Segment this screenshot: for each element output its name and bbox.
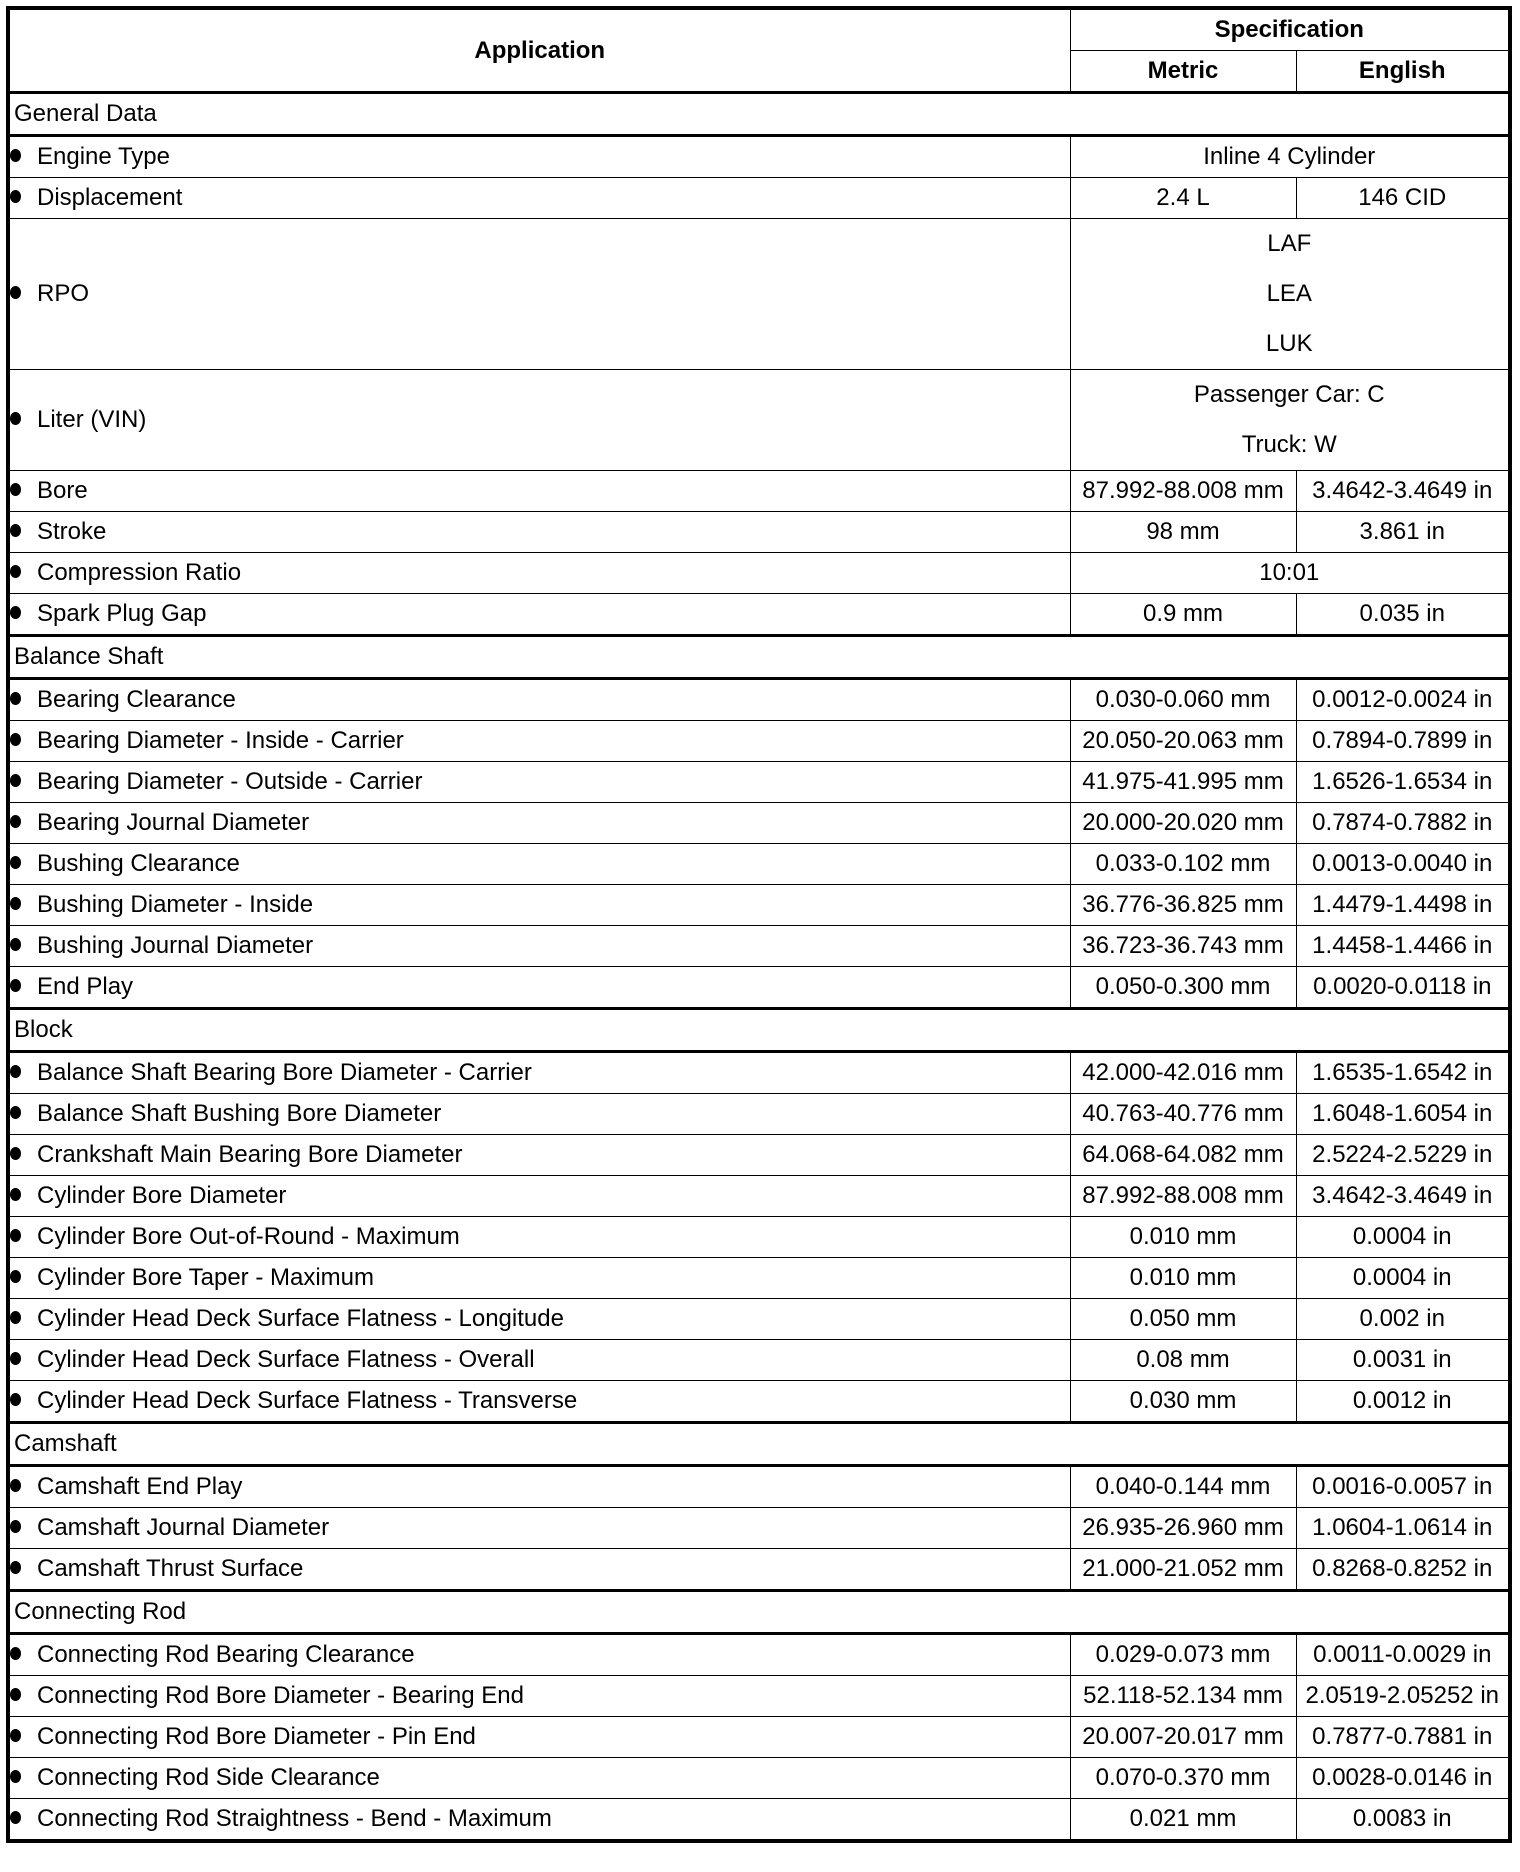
bullet-icon [10, 1647, 21, 1660]
english-value: 0.7894-0.7899 in [1296, 721, 1510, 762]
row-value: Inline 4 Cylinder [1070, 136, 1510, 178]
table-row [8, 803, 1510, 844]
bullet-icon [10, 190, 21, 203]
bullet-icon [10, 856, 21, 869]
metric-value: 0.9 mm [1070, 594, 1296, 636]
section-camshaft [8, 1423, 1510, 1466]
row-label: Bushing Diameter - Inside [37, 891, 314, 918]
english-value: 0.035 in [1296, 594, 1510, 636]
metric-value: 26.935-26.960 mm [1070, 1508, 1296, 1549]
rpo-values [1070, 219, 1510, 370]
section-title: Balance Shaft [8, 636, 1510, 679]
metric-value: 52.118-52.134 mm [1070, 1676, 1296, 1717]
english-value: 1.6526-1.6534 in [1296, 762, 1510, 803]
metric-value: 0.08 mm [1070, 1340, 1296, 1381]
row-label: Connecting Rod Straightness - Bend - Maximum [37, 1805, 552, 1832]
english-value: 1.4458-1.4466 in [1296, 926, 1510, 967]
bullet-icon [10, 1729, 21, 1742]
bullet-icon [10, 1270, 21, 1283]
bullet-icon [10, 692, 21, 705]
row-label: Cylinder Bore Out-of-Round - Maximum [37, 1223, 460, 1250]
row-label: Crankshaft Main Bearing Bore Diameter [37, 1141, 463, 1168]
bullet-icon [10, 1147, 21, 1160]
bullet-icon [10, 606, 21, 619]
english-value: 0.0012-0.0024 in [1296, 679, 1510, 721]
english-value: 146 CID [1296, 178, 1510, 219]
table-row [8, 1340, 1510, 1381]
row-label: Bearing Journal Diameter [37, 809, 310, 836]
english-value: 0.7877-0.7881 in [1296, 1717, 1510, 1758]
metric-value: 87.992-88.008 mm [1070, 1176, 1296, 1217]
metric-value: 0.033-0.102 mm [1070, 844, 1296, 885]
table-row [8, 1508, 1510, 1549]
bullet-icon [10, 815, 21, 828]
table-row [8, 1466, 1510, 1508]
english-value: 0.0031 in [1296, 1340, 1510, 1381]
english-value: 1.4479-1.4498 in [1296, 885, 1510, 926]
english-value: 3.861 in [1296, 512, 1510, 553]
bullet-icon [10, 1188, 21, 1201]
section-block [8, 1009, 1510, 1052]
row-label: Bearing Diameter - Outside - Carrier [37, 768, 423, 795]
table-row [8, 1217, 1510, 1258]
metric-value: 0.050 mm [1070, 1299, 1296, 1340]
english-value: 1.6048-1.6054 in [1296, 1094, 1510, 1135]
table-row [8, 1258, 1510, 1299]
row-label: Connecting Rod Bore Diameter - Bearing End [37, 1682, 524, 1709]
english-value: 0.0016-0.0057 in [1296, 1466, 1510, 1508]
metric-value: 36.776-36.825 mm [1070, 885, 1296, 926]
metric-value: 0.010 mm [1070, 1217, 1296, 1258]
metric-value: 0.040-0.144 mm [1070, 1466, 1296, 1508]
row-label: Bushing Journal Diameter [37, 932, 314, 959]
bullet-icon [10, 565, 21, 578]
metric-value: 20.007-20.017 mm [1070, 1717, 1296, 1758]
metric-value: 21.000-21.052 mm [1070, 1549, 1296, 1591]
table-row [8, 926, 1510, 967]
english-value: 2.0519-2.05252 in [1296, 1676, 1510, 1717]
bullet-icon [10, 1229, 21, 1242]
bullet-icon [10, 1520, 21, 1533]
bullet-icon [10, 979, 21, 992]
english-value: 0.7874-0.7882 in [1296, 803, 1510, 844]
bullet-icon [10, 483, 21, 496]
row-label: Camshaft Thrust Surface [37, 1555, 304, 1582]
row-label: Displacement [37, 184, 183, 211]
bullet-icon [10, 1065, 21, 1078]
row-label: Balance Shaft Bearing Bore Diameter - Carrier [37, 1059, 532, 1086]
metric-value: 0.070-0.370 mm [1070, 1758, 1296, 1799]
english-header: English [1296, 51, 1510, 93]
english-value: 0.0083 in [1296, 1799, 1510, 1842]
vin-value: Passenger Car: C [1193, 381, 1385, 408]
metric-value: 87.992-88.008 mm [1070, 471, 1296, 512]
metric-value: 0.010 mm [1070, 1258, 1296, 1299]
english-value: 1.0604-1.0614 in [1296, 1508, 1510, 1549]
table-row [8, 370, 1510, 471]
section-title: General Data [8, 93, 1510, 136]
bullet-icon [10, 1770, 21, 1783]
row-label: Cylinder Head Deck Surface Flatness - Transverse [37, 1387, 578, 1414]
english-value: 0.8268-0.8252 in [1296, 1549, 1510, 1591]
section-title: Camshaft [8, 1423, 1510, 1466]
row-label: Cylinder Bore Diameter [37, 1182, 287, 1209]
english-value: 0.0004 in [1296, 1258, 1510, 1299]
english-value: 0.0012 in [1296, 1381, 1510, 1423]
bullet-icon [10, 897, 21, 910]
vin-value: Truck: W [1241, 431, 1337, 458]
english-value: 2.5224-2.5229 in [1296, 1135, 1510, 1176]
bullet-icon [10, 733, 21, 746]
row-label: Engine Type [37, 143, 170, 170]
rpo-value: LEA [1266, 280, 1312, 307]
table-row [8, 679, 1510, 721]
bullet-icon [10, 774, 21, 787]
row-label: Cylinder Head Deck Surface Flatness - Longitude [37, 1305, 564, 1332]
bullet-icon [10, 412, 21, 425]
table-row [8, 967, 1510, 1009]
table-row [8, 844, 1510, 885]
section-title: Connecting Rod [8, 1591, 1510, 1634]
table-row [8, 1381, 1510, 1423]
row-label: Bore [37, 477, 88, 504]
bullet-icon [10, 1106, 21, 1119]
row-label: Camshaft End Play [37, 1473, 243, 1500]
row-label: Balance Shaft Bushing Bore Diameter [37, 1100, 442, 1127]
table-row [8, 1634, 1510, 1676]
engine-specification-table [6, 6, 1512, 1843]
row-label: Cylinder Head Deck Surface Flatness - Overall [37, 1346, 535, 1373]
english-value: 0.0028-0.0146 in [1296, 1758, 1510, 1799]
rpo-value: LAF [1267, 230, 1312, 257]
bullet-icon [10, 1561, 21, 1574]
table-row [8, 471, 1510, 512]
row-label: Stroke [37, 518, 107, 545]
metric-value: 98 mm [1070, 512, 1296, 553]
metric-value: 40.763-40.776 mm [1070, 1094, 1296, 1135]
metric-value: 0.029-0.073 mm [1070, 1634, 1296, 1676]
english-value: 1.6535-1.6542 in [1296, 1052, 1510, 1094]
table-row [8, 1135, 1510, 1176]
application-header: Application [8, 8, 1070, 93]
row-label: Connecting Rod Bore Diameter - Pin End [37, 1723, 476, 1750]
row-value: 10:01 [1070, 553, 1510, 594]
english-value: 0.0004 in [1296, 1217, 1510, 1258]
bullet-icon [10, 1688, 21, 1701]
bullet-icon [10, 524, 21, 537]
bullet-icon [10, 149, 21, 162]
table-row [8, 553, 1510, 594]
row-label: End Play [37, 973, 134, 1000]
english-value: 0.0020-0.0118 in [1296, 967, 1510, 1009]
metric-value: 20.000-20.020 mm [1070, 803, 1296, 844]
table-row [8, 512, 1510, 553]
row-label: Connecting Rod Bearing Clearance [37, 1641, 415, 1668]
metric-value: 64.068-64.082 mm [1070, 1135, 1296, 1176]
row-label: Cylinder Bore Taper - Maximum [37, 1264, 374, 1291]
row-label: Spark Plug Gap [37, 600, 207, 627]
metric-value: 42.000-42.016 mm [1070, 1052, 1296, 1094]
metric-value: 2.4 L [1070, 178, 1296, 219]
table-row [8, 762, 1510, 803]
table-row [8, 1176, 1510, 1217]
metric-value: 20.050-20.063 mm [1070, 721, 1296, 762]
table-row [8, 1052, 1510, 1094]
table-row [8, 1094, 1510, 1135]
row-label: RPO [37, 280, 90, 307]
row-label: Bearing Diameter - Inside - Carrier [37, 727, 404, 754]
rpo-value: LUK [1265, 330, 1313, 357]
row-label: Compression Ratio [37, 559, 242, 586]
english-value: 3.4642-3.4649 in [1296, 471, 1510, 512]
section-balance-shaft [8, 636, 1510, 679]
metric-value: 0.030 mm [1070, 1381, 1296, 1423]
table-row [8, 1299, 1510, 1340]
table-row [8, 1799, 1510, 1842]
bullet-icon [10, 938, 21, 951]
english-value: 0.0011-0.0029 in [1296, 1634, 1510, 1676]
metric-value: 0.050-0.300 mm [1070, 967, 1296, 1009]
bullet-icon [10, 1311, 21, 1324]
vin-values [1070, 370, 1510, 471]
table-row [8, 721, 1510, 762]
english-value: 0.0013-0.0040 in [1296, 844, 1510, 885]
metric-header: Metric [1070, 51, 1296, 93]
table-row [8, 885, 1510, 926]
table-row [8, 594, 1510, 636]
english-value: 0.002 in [1296, 1299, 1510, 1340]
table-row [8, 1676, 1510, 1717]
row-label: Bearing Clearance [37, 686, 236, 713]
section-general-data [8, 93, 1510, 136]
row-label: Camshaft Journal Diameter [37, 1514, 330, 1541]
section-connecting-rod [8, 1591, 1510, 1634]
table-row [8, 1717, 1510, 1758]
metric-value: 0.021 mm [1070, 1799, 1296, 1842]
bullet-icon [10, 286, 21, 299]
table-row [8, 219, 1510, 370]
row-label: Bushing Clearance [37, 850, 240, 877]
metric-value: 36.723-36.743 mm [1070, 926, 1296, 967]
table-row [8, 1549, 1510, 1591]
bullet-icon [10, 1811, 21, 1824]
table-row [8, 178, 1510, 219]
row-label: Liter (VIN) [37, 406, 147, 433]
english-value: 3.4642-3.4649 in [1296, 1176, 1510, 1217]
bullet-icon [10, 1393, 21, 1406]
metric-value: 0.030-0.060 mm [1070, 679, 1296, 721]
specification-header: Specification [1070, 8, 1510, 51]
metric-value: 41.975-41.995 mm [1070, 762, 1296, 803]
row-label: Connecting Rod Side Clearance [37, 1764, 380, 1791]
table-row [8, 1758, 1510, 1799]
table-row [8, 136, 1510, 178]
bullet-icon [10, 1352, 21, 1365]
section-title: Block [8, 1009, 1510, 1052]
bullet-icon [10, 1479, 21, 1492]
